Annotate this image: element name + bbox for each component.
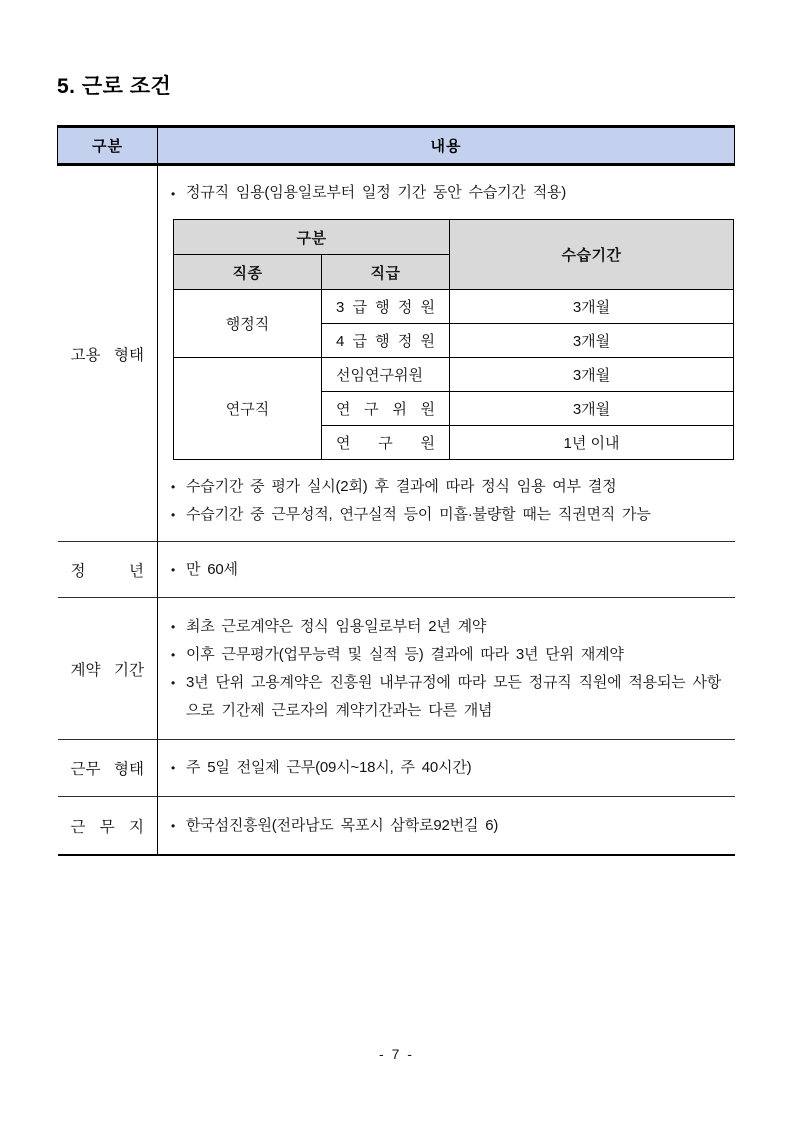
- bullet-line: [171, 754, 725, 782]
- period-cell: 3개월: [450, 324, 734, 358]
- table-header-row: [58, 127, 735, 165]
- retirement-label: 정 년: [58, 542, 158, 598]
- grade-cell: 연 구 위 원: [322, 392, 450, 426]
- bullet-text: 주 5일 전일제 근무(09시~18시, 주 40시간): [186, 759, 472, 776]
- jobtype-cell: 행정직: [174, 290, 322, 358]
- probation-table: [173, 219, 734, 460]
- bullet-line: [171, 473, 725, 501]
- bullet-text: 수습기간 중 평가 실시(2회) 후 결과에 따라 정식 임용 여부 결정: [186, 478, 617, 495]
- grade-cell: 연 구 원: [322, 426, 450, 460]
- probation-row: [174, 290, 734, 324]
- grade-cell: 선임연구위원: [322, 358, 450, 392]
- page-number: - 7 -: [379, 1046, 414, 1062]
- jobtype-cell: 연구직: [174, 358, 322, 460]
- bullet-line: [171, 501, 725, 529]
- contract-content: [158, 598, 735, 740]
- bullet-text: 수습기간 중 근무성적, 연구실적 등이 미흡·불량할 때는 직권면직 가능: [186, 506, 651, 523]
- bullet-line: [171, 180, 725, 208]
- bullet-icon: •: [171, 480, 176, 494]
- row-retirement-age: [58, 542, 735, 598]
- period-cell: 3개월: [450, 290, 734, 324]
- conditions-table: [57, 125, 735, 856]
- row-contract-period: [58, 598, 735, 740]
- probation-header-period: 수습기간: [450, 220, 734, 290]
- grade-cell: 3 급 행 정 원: [322, 290, 450, 324]
- bullet-line: [171, 556, 725, 584]
- workplace-content: [158, 797, 735, 856]
- row-work-place: [58, 797, 735, 856]
- retirement-content: [158, 542, 735, 598]
- bullet-icon: •: [171, 187, 176, 201]
- bullet-icon: •: [171, 562, 176, 577]
- bullet-text: 3년 단위 고용계약은 진흥원 내부규정에 따라 모든 정규직 직원에 적용되는 사항으로 기간제 근로자의 계약기간과는 다른 개념: [186, 673, 722, 719]
- workplace-label: 근 무 지: [58, 797, 158, 856]
- bullet-icon: •: [171, 619, 176, 634]
- bullet-text: 만 60세: [186, 560, 238, 578]
- bullet-line: [171, 669, 725, 725]
- bullet-text: 이후 근무평가(업무능력 및 실적 등) 결과에 따라 3년 단위 재계약: [186, 645, 624, 663]
- bullet-line: [171, 812, 725, 840]
- bullet-line: [171, 641, 725, 669]
- bullet-line: [171, 613, 725, 641]
- period-cell: 1년 이내: [450, 426, 734, 460]
- bullet-icon: •: [171, 761, 176, 775]
- bullet-icon: •: [171, 675, 176, 690]
- probation-row: [174, 358, 734, 392]
- header-content: 내용: [158, 127, 735, 165]
- probation-header-jobtype: 직종: [174, 255, 322, 290]
- row-work-type: [58, 740, 735, 797]
- grade-cell: 4 급 행 정 원: [322, 324, 450, 358]
- bullet-icon: •: [171, 647, 176, 662]
- employment-label: 고용 형태: [58, 165, 158, 542]
- contract-label: 계약 기간: [58, 598, 158, 740]
- period-cell: 3개월: [450, 358, 734, 392]
- bullet-text: 최초 근로계약은 정식 임용일로부터 2년 계약: [186, 617, 487, 635]
- bullet-text: 한국섬진흥원(전라남도 목포시 삼학로92번길 6): [186, 816, 499, 834]
- row-employment-type: [58, 165, 735, 542]
- bullet-icon: •: [171, 508, 176, 522]
- employment-content: [158, 165, 735, 542]
- worktype-label: 근무 형태: [58, 740, 158, 797]
- bullet-icon: •: [171, 818, 176, 833]
- probation-header-group: 구분: [174, 220, 450, 255]
- probation-header-grade: 직급: [322, 255, 450, 290]
- worktype-content: [158, 740, 735, 797]
- bullet-text: 정규직 임용(임용일로부터 일정 기간 동안 수습기간 적용): [186, 184, 567, 201]
- period-cell: 3개월: [450, 392, 734, 426]
- header-category: 구분: [58, 127, 158, 165]
- section-title: 5. 근로 조건: [57, 75, 172, 98]
- probation-header-row1: [174, 220, 734, 255]
